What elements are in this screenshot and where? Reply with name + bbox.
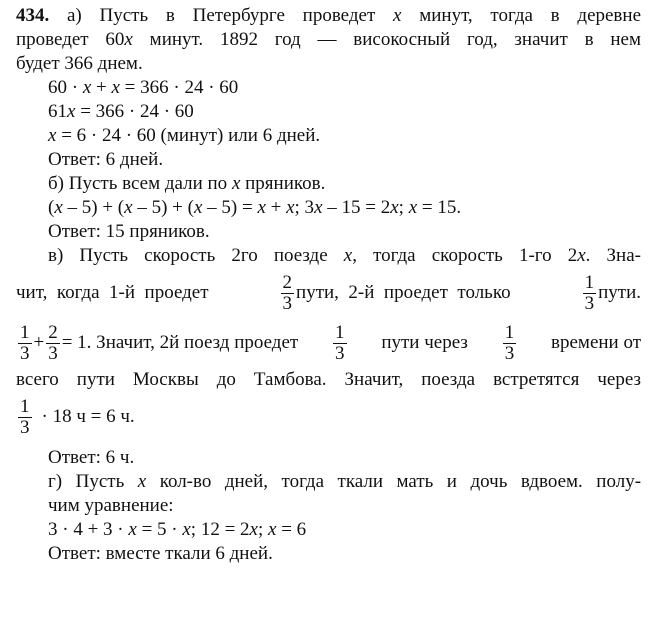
part-b-equation: (x – 5) + (x – 5) + (x – 5) = x + x; 3x – 15 = 2x; x = 15.: [48, 197, 462, 218]
part-a-answer: Ответ: 6 дней.: [48, 149, 164, 170]
part-c-line-5: $\frac{1}{3}$ · 18 ч = 6 ч.: [20, 395, 135, 438]
part-b-line-1: б) Пусть всем дали по x пряников.: [48, 173, 326, 194]
part-a-line-3: будет 366 днем.: [16, 53, 143, 74]
part-c-line-2: чит, когда 1-й проедет $\frac{2}{3}$ пути, 2-й проедет только $\frac{1}{3}$ пути.: [16, 271, 641, 314]
part-d-line-2: чим уравнение:: [48, 495, 174, 516]
part-d-equation: 3 · 4 + 3 · x = 5 · x; 12 = 2x; x = 6: [48, 519, 307, 540]
problem-number: 434.: [16, 5, 50, 26]
fraction-one-third: $\frac{1}{3}$: [20, 395, 30, 438]
part-c-line-3: $\frac{1}{3}$ + $\frac{2}{3}$ = 1. Значит, 2й поезд проедет $\frac{1}{3}$ пути через $\frac{1}{3}$ времени от: [20, 321, 642, 364]
part-c-answer: Ответ: 6 ч.: [48, 447, 135, 468]
part-d-answer: Ответ: вместе ткали 6 дней.: [48, 543, 273, 564]
part-d-line-1: г) Пусть x кол-во дней, тогда ткали мать и дочь вдвоем. полу-: [48, 471, 642, 492]
part-a-line-1: 434. а) Пусть в Петербурге проведет x минут, тогда в деревне: [16, 5, 642, 26]
fraction-two-thirds: $\frac{2}{3}$: [48, 321, 58, 364]
part-a-equation-2: 61x = 366 · 24 · 60: [48, 101, 194, 122]
part-a-line-2: проведет 60x минут. 1892 год — високосный год, значит в нем: [16, 29, 641, 50]
fraction-two-thirds: $\frac{2}{3}$: [282, 271, 293, 314]
fraction-one-third: $\frac{1}{3}$: [504, 321, 515, 364]
fraction-one-third: $\frac{1}{3}$: [20, 321, 30, 364]
part-c-line-1: в) Пусть скорость 2го поезде x, тогда скорость 1-го 2x. Зна-: [48, 245, 641, 266]
part-a-equation-3: x = 6 · 24 · 60 (минут) или 6 дней.: [48, 125, 321, 146]
part-c-line-4: всего пути Москвы до Тамбова. Значит, поезда встретятся через: [16, 369, 641, 390]
part-b-answer: Ответ: 15 пряников.: [48, 221, 210, 242]
part-a-equation-1: 60 · x + x = 366 · 24 · 60: [48, 77, 239, 98]
fraction-one-third: $\frac{1}{3}$: [335, 321, 345, 364]
fraction-one-third: $\frac{1}{3}$: [584, 271, 595, 314]
